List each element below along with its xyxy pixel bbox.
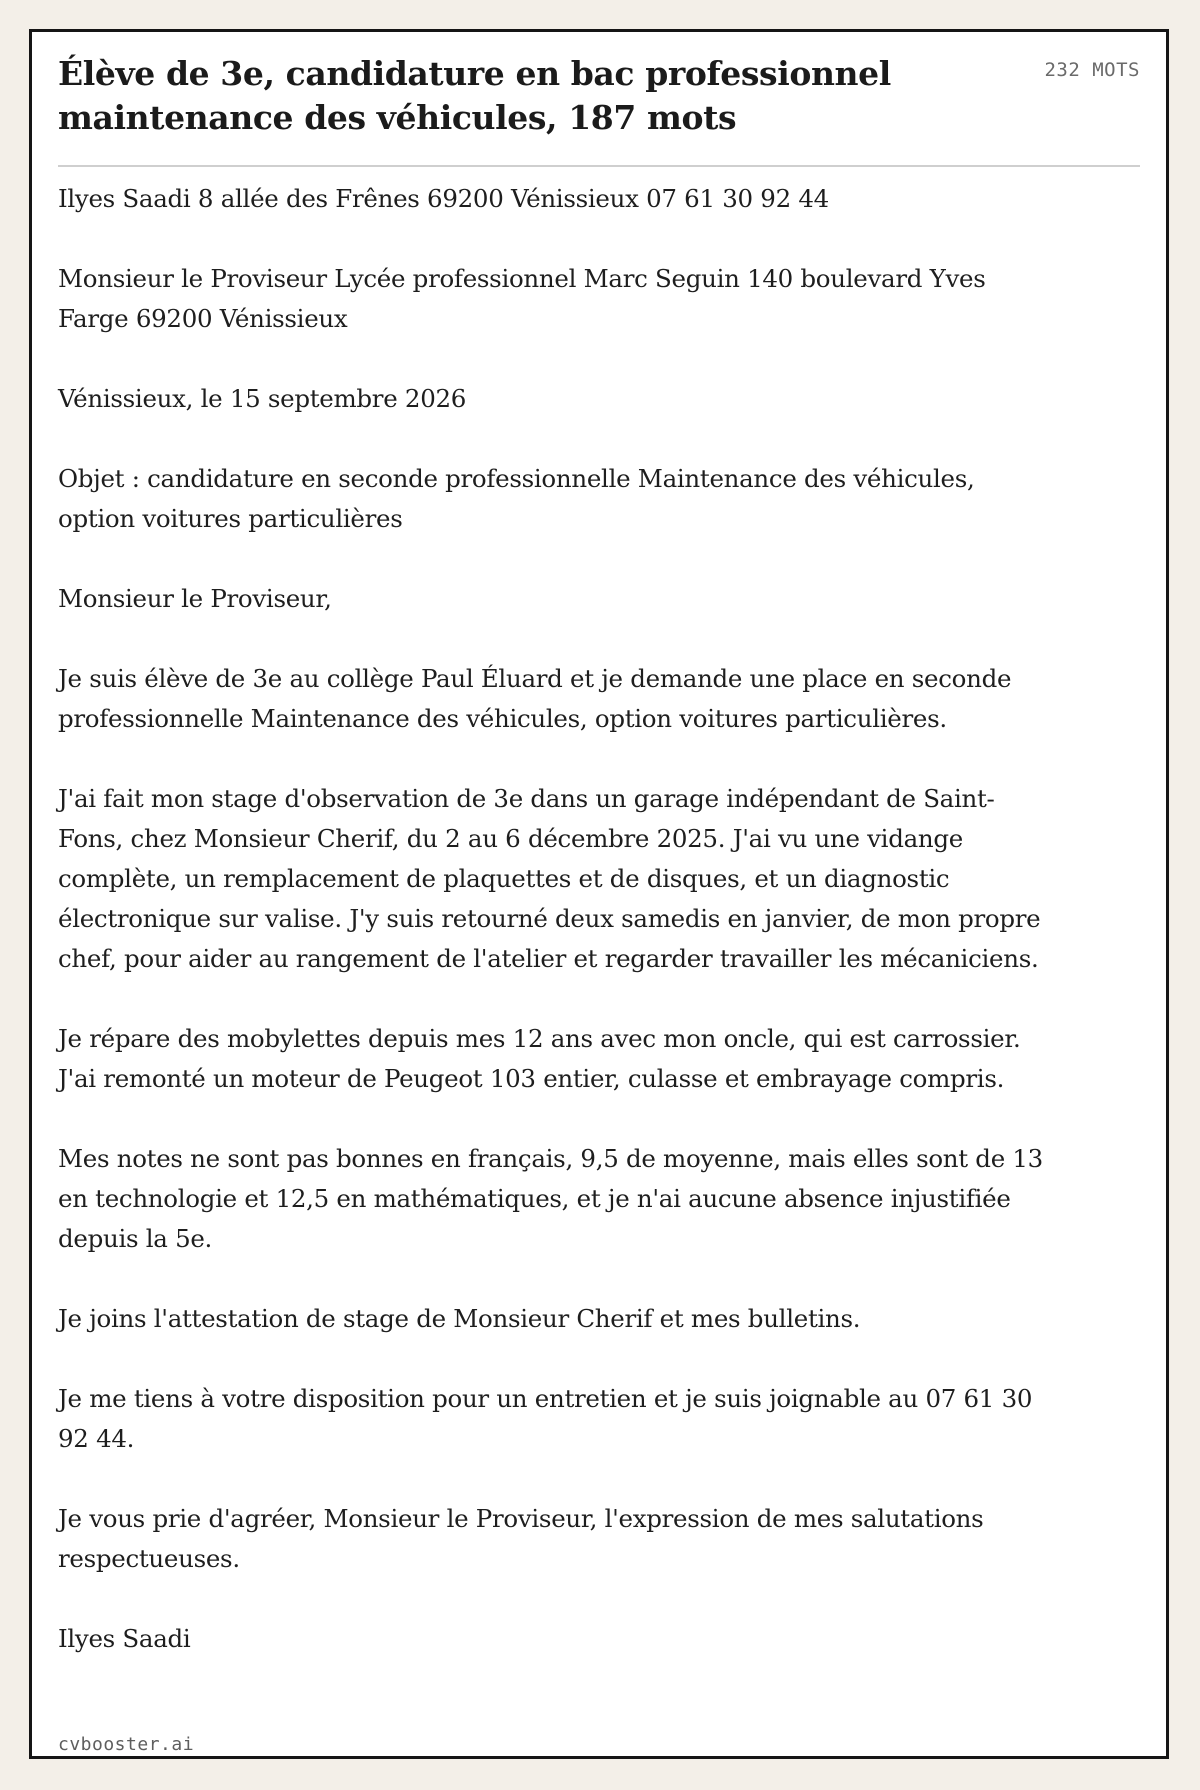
word-count-badge: 232 MOTS — [1044, 59, 1140, 81]
paragraph-availability: Je me tiens à votre disposition pour un entretien et je suis joignable au 07 61 30 92 44. — [58, 1384, 1033, 1453]
signature: Ilyes Saadi — [58, 1624, 191, 1653]
recipient-address: Monsieur le Proviseur Lycée professionnel Marc Seguin 140 boulevard Yves Farge 69200 Vénissieux — [58, 264, 986, 333]
brand-footer: cvbooster.ai — [58, 1734, 195, 1755]
salutation: Monsieur le Proviseur, — [58, 584, 332, 613]
paragraph-internship: J'ai fait mon stage d'observation de 3e dans un garage indépendant de Saint-Fons, chez Monsieur Cherif, du 2 au 6 décembre 2025. J'ai vu une vidange complète, un remplacement de plaquettes et de disques, et un diagnostic électronique sur valise. J'y suis retourné deux samedis en janvier, de mon propre chef, pour aider au rangement de l'atelier et regarder travailler les mécaniciens. — [58, 784, 1041, 973]
subject-line: Objet : candidature en seconde professionnelle Maintenance des véhicules, option voitures particulières — [58, 464, 975, 533]
paragraph-attachments: Je joins l'attestation de stage de Monsieur Cherif et mes bulletins. — [58, 1304, 861, 1333]
paragraph-grades: Mes notes ne sont pas bonnes en français, 9,5 de moyenne, mais elles sont de 13 en technologie et 12,5 en mathématiques, et je n'ai aucune absence injustifiée depuis la 5e. — [58, 1144, 1043, 1253]
letter-body — [58, 179, 1058, 1659]
letter-header — [58, 52, 1140, 167]
letter-card — [29, 29, 1169, 1759]
closing-formula: Je vous prie d'agréer, Monsieur le Proviseur, l'expression de mes salutations respectueuses. — [58, 1504, 984, 1573]
place-date: Vénissieux, le 15 septembre 2026 — [58, 384, 467, 413]
paragraph-introduction: Je suis élève de 3e au collège Paul Éluard et je demande une place en seconde professionnelle Maintenance des véhicules, option voitures particulières. — [58, 664, 1012, 733]
paragraph-mopeds: Je répare des mobylettes depuis mes 12 ans avec mon oncle, qui est carrossier. J'ai remonté un moteur de Peugeot 103 entier, culasse et embrayage compris. — [58, 1024, 1021, 1093]
page-title: Élève de 3e, candidature en bac professionnel maintenance des véhicules, 187 mots — [58, 54, 891, 137]
sender-address: Ilyes Saadi 8 allée des Frênes 69200 Vénissieux 07 61 30 92 44 — [58, 184, 829, 213]
